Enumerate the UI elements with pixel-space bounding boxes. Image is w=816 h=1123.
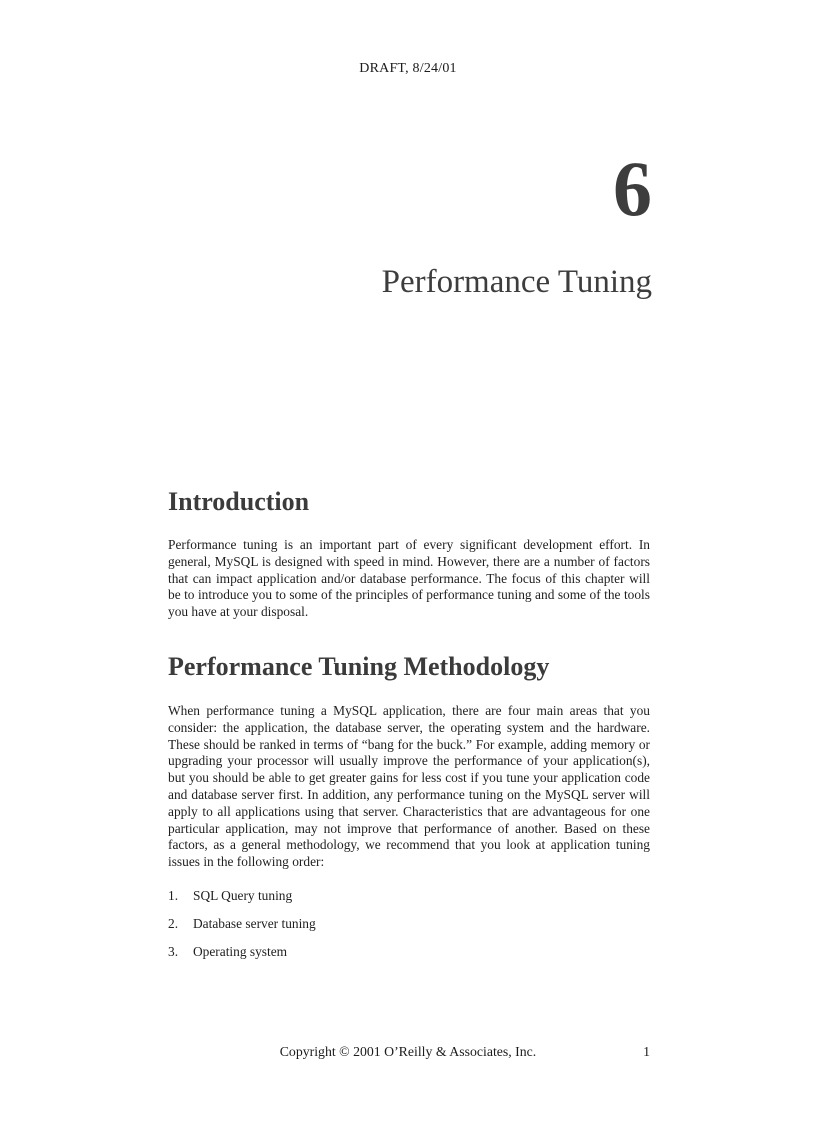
page-footer [0, 1044, 816, 1064]
list-item-text: Database server tuning [193, 916, 316, 931]
introduction-paragraph: Performance tuning is an important part of every significant development effort. In general, MySQL is designed with speed in mind. However, there are a number of factors that can impact application and/or database performance. The focus of this chapter will be to introduce you to some of the principles of performance tuning and some of the tools you have at your disposal. [168, 537, 650, 620]
running-header-draft-label: DRAFT, 8/24/01 [359, 61, 457, 76]
list-item [168, 944, 650, 961]
footer-page-number: 1 [643, 1044, 650, 1059]
section-heading-methodology: Performance Tuning Methodology [168, 652, 550, 681]
methodology-paragraph: When performance tuning a MySQL application, there are four main areas that you consider: the application, the database server, the operating system and the hardware. These should be ranked in terms of “bang for the buck.” For example, adding memory or upgrading your processor will usually improve the performance of your application(s), but you should be able to get greater gains for less cost if you tune your application code and database server first. In addition, any performance tuning on the MySQL server will apply to all applications using that server. Characteristics that are advantageous for one particular application, may not improve that performance of another. Based on these factors, as a general methodology, we recommend that you look at application tuning issues in the following order: [168, 703, 650, 870]
list-item [168, 888, 650, 905]
section-heading-introduction: Introduction [168, 487, 310, 516]
list-item-number: 3. [168, 944, 179, 959]
list-item-number: 2. [168, 916, 179, 931]
list-item-text: Operating system [193, 944, 288, 959]
chapter-number: 6 [613, 145, 652, 232]
footer-copyright: Copyright © 2001 O’Reilly & Associates, Inc. [279, 1044, 537, 1059]
list-item [168, 916, 650, 933]
chapter-title: Performance Tuning [381, 264, 652, 300]
list-item-number: 1. [168, 888, 179, 903]
list-item-text: SQL Query tuning [193, 888, 293, 903]
